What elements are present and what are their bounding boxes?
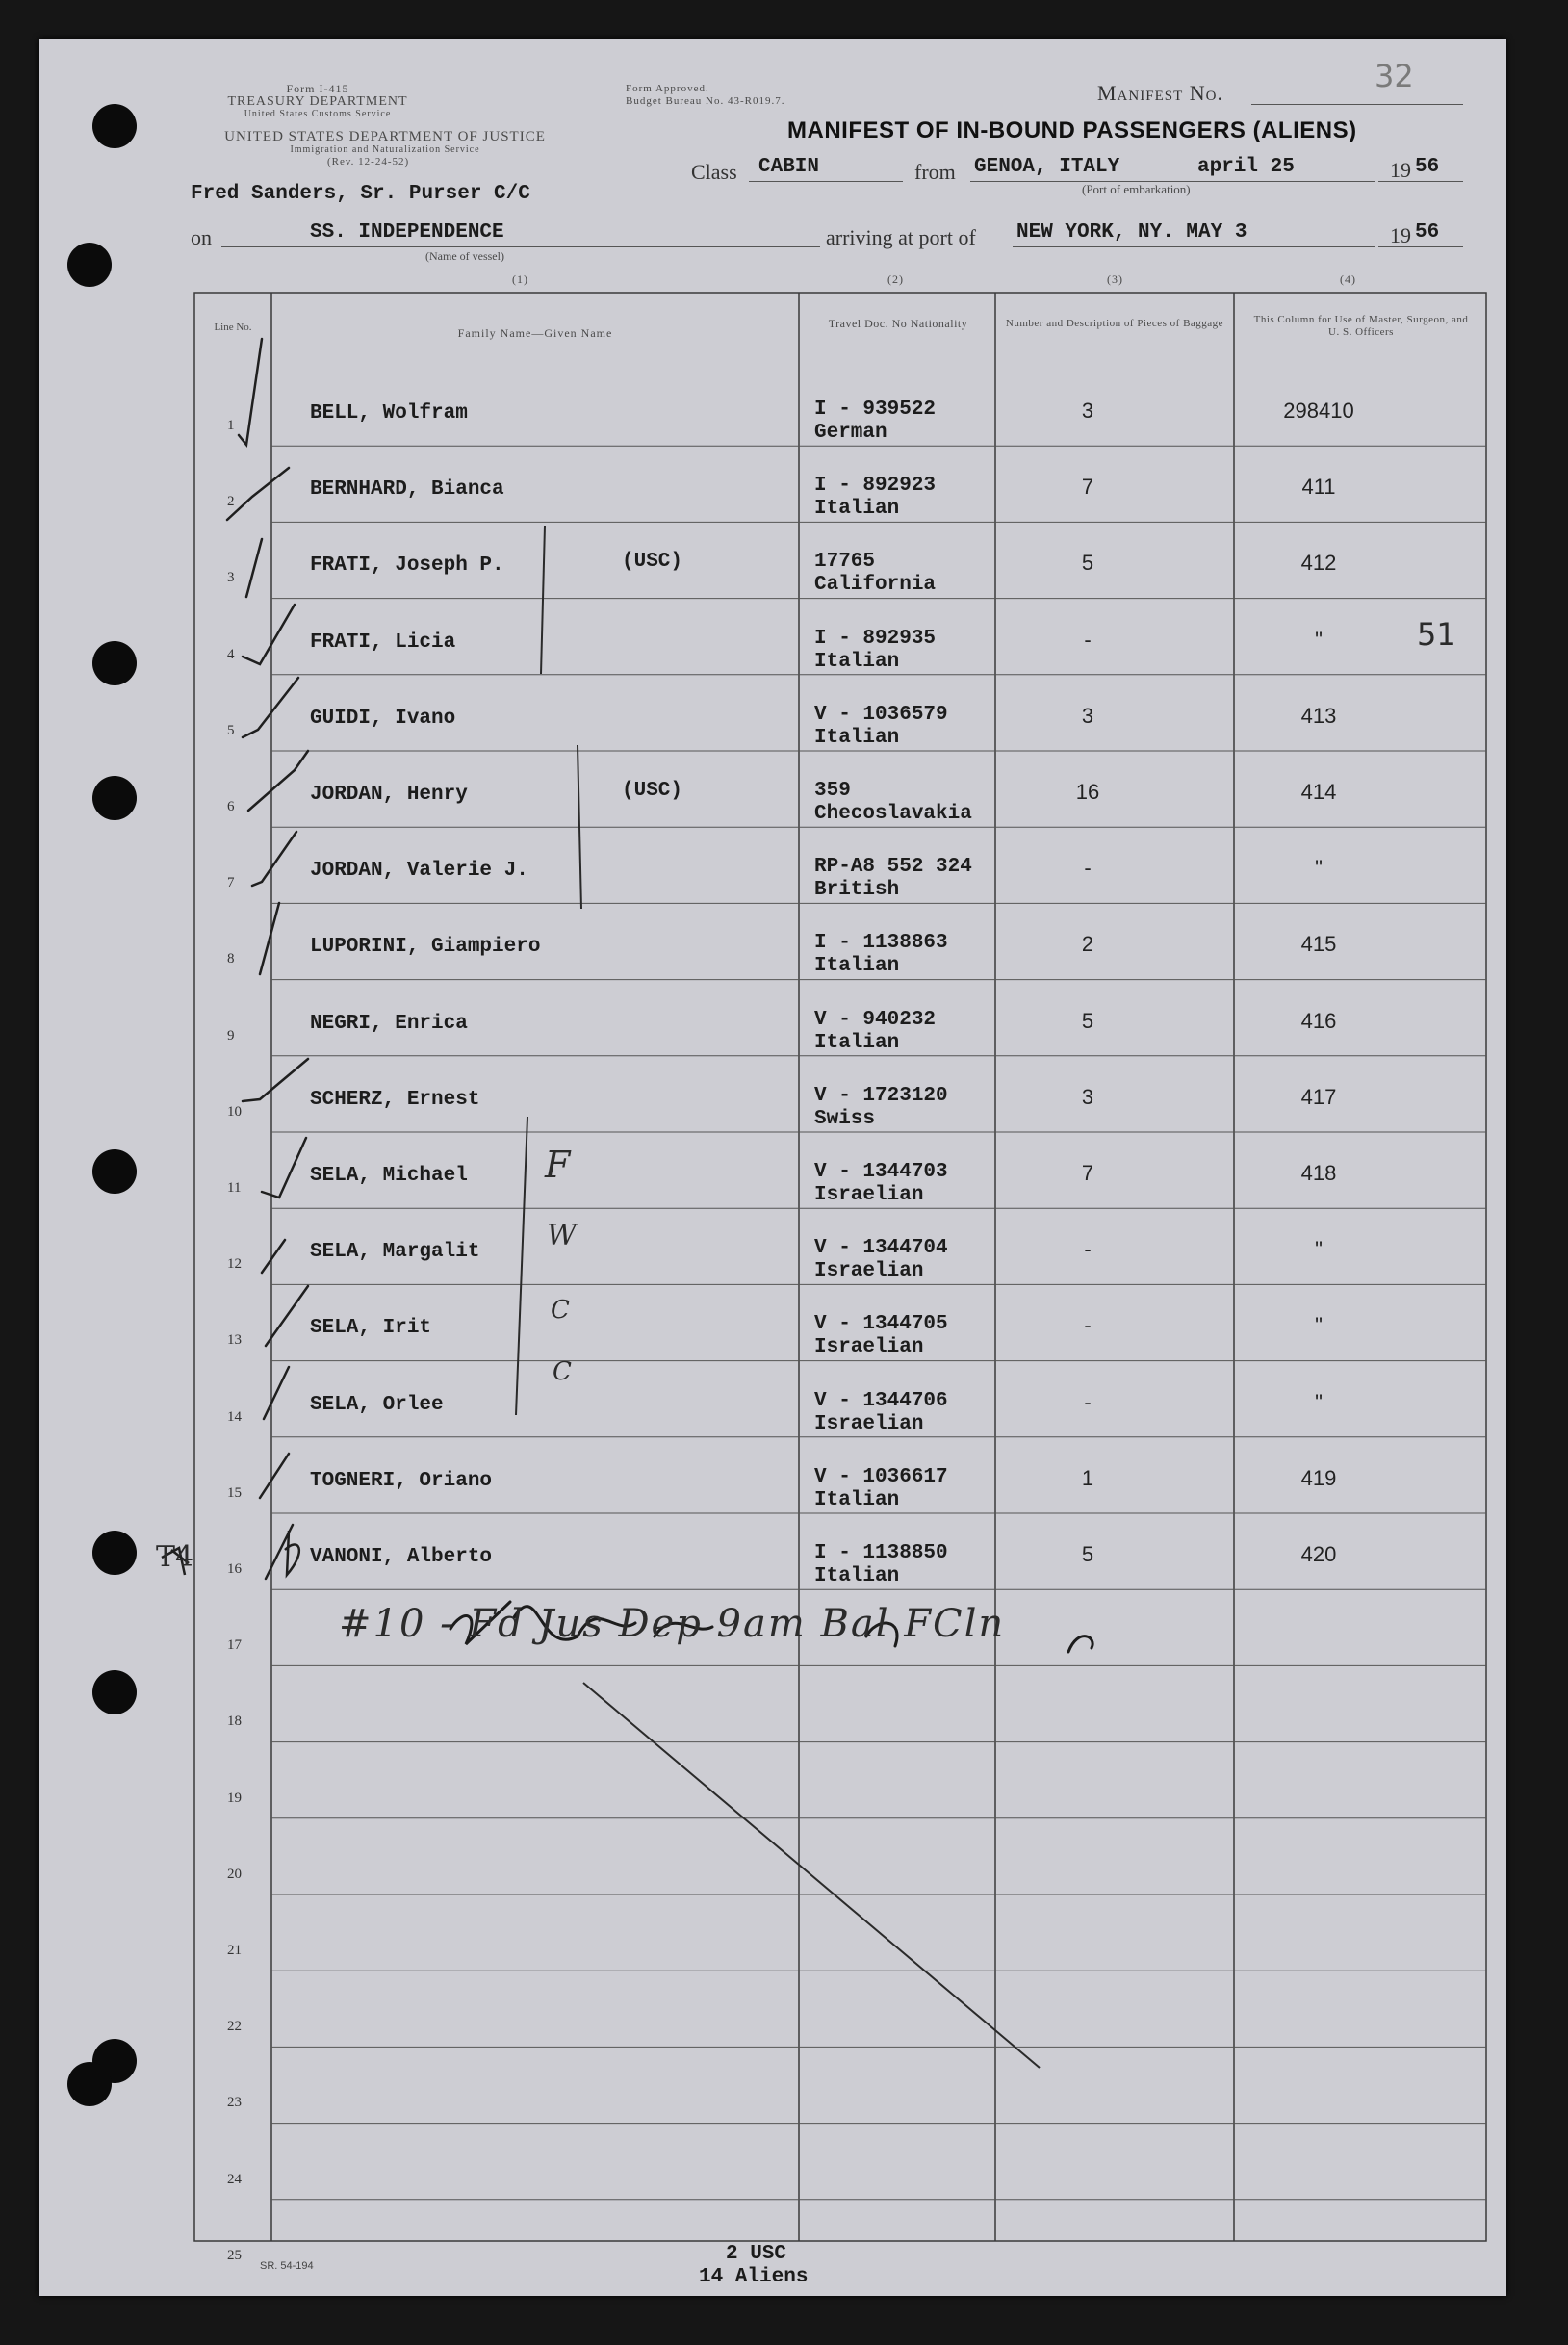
embark-date: april 25 xyxy=(1197,156,1295,178)
arr-year-prefix: 19 xyxy=(1390,223,1411,247)
arr-year-value: 56 xyxy=(1415,221,1440,244)
nationality: Italian xyxy=(814,726,900,749)
nationality: German xyxy=(814,422,887,444)
passenger-name: NEGRI, Enrica xyxy=(310,1012,468,1035)
baggage-count: 1 xyxy=(1081,1465,1094,1490)
line-number: 14 xyxy=(227,1408,242,1425)
officer-entry: 413 xyxy=(1300,703,1337,728)
baggage-count: - xyxy=(1084,1237,1092,1262)
baggage-count: 7 xyxy=(1081,475,1094,500)
nationality: Israelian xyxy=(814,1260,924,1283)
line-number: 13 xyxy=(227,1332,242,1349)
total-aliens: 14 Aliens xyxy=(699,2266,809,2288)
nationality: Italian xyxy=(814,498,900,521)
passenger-name: SELA, Margalit xyxy=(310,1241,480,1264)
class-value: CABIN xyxy=(758,156,820,178)
line-number: 4 xyxy=(227,646,235,662)
line-number: 8 xyxy=(227,951,235,967)
budget-bureau: Budget Bureau No. 43-R019.7. xyxy=(626,95,785,107)
nationality: Israelian xyxy=(814,1184,924,1206)
baggage-count: 7 xyxy=(1081,1161,1094,1185)
from-label: from xyxy=(914,160,956,184)
travel-doc-number: V - 1723120 xyxy=(814,1084,948,1107)
port-caption: (Port of embarkation) xyxy=(1082,182,1191,196)
line-number: 25 xyxy=(227,2247,242,2263)
travel-doc-number: I - 892935 xyxy=(814,627,937,650)
form-approved: Form Approved. xyxy=(626,83,709,94)
baggage-count: - xyxy=(1084,856,1092,881)
passenger-name: BERNHARD, Bianca xyxy=(310,478,504,502)
baggage-count: - xyxy=(1084,627,1092,652)
travel-doc-number: V - 1036617 xyxy=(814,1465,948,1488)
line-number: 19 xyxy=(227,1790,242,1806)
manifest-title: MANIFEST OF IN-BOUND PASSENGERS (ALIENS) xyxy=(787,117,1357,143)
passenger-name: JORDAN, Henry xyxy=(310,784,468,806)
baggage-count: 3 xyxy=(1081,703,1094,728)
officer-entry: 414 xyxy=(1300,780,1337,804)
passenger-name: FRATI, Joseph P. xyxy=(310,554,504,578)
travel-doc-number: V - 940232 xyxy=(814,1008,937,1031)
line-number: 12 xyxy=(227,1256,242,1273)
nationality: Israelian xyxy=(814,1412,924,1435)
nationality: California xyxy=(814,574,937,597)
year-prefix: 19 xyxy=(1390,158,1411,182)
year-value: 56 xyxy=(1415,156,1440,178)
baggage-count: 3 xyxy=(1081,399,1094,423)
nationality: Italian xyxy=(814,1031,900,1054)
col-num-4: (4) xyxy=(1340,272,1356,286)
line-number: 3 xyxy=(227,570,235,586)
travel-doc-number: I - 1138850 xyxy=(814,1542,948,1564)
line-number: 16 xyxy=(227,1561,242,1577)
officer-entry: 415 xyxy=(1300,932,1337,957)
family-mark-w: W xyxy=(547,1219,577,1252)
line-number: 15 xyxy=(227,1484,242,1501)
travel-doc-number: I - 939522 xyxy=(814,399,937,421)
form-id: Form I-415 xyxy=(286,82,349,95)
passenger-name: BELL, Wolfram xyxy=(310,402,468,425)
travel-doc-number: I - 1138863 xyxy=(814,932,948,955)
col-header-officers: This Column for Use of Master, Surgeon, and U. S. Officers xyxy=(1253,314,1469,338)
officer-entry: " xyxy=(1315,1389,1323,1414)
line-number: 17 xyxy=(227,1637,242,1654)
travel-doc-number: V - 1344703 xyxy=(814,1161,948,1183)
col-num-1: (1) xyxy=(512,272,528,286)
customs-service: United States Customs Service xyxy=(244,109,392,119)
travel-doc-number: RP-A8 552 324 xyxy=(814,856,972,879)
side-number: 51 xyxy=(1417,616,1456,653)
officer-entry: 416 xyxy=(1300,1008,1337,1033)
col-header-doc: Travel Doc. No Nationality xyxy=(828,317,968,330)
travel-doc-number: V - 1344705 xyxy=(814,1313,948,1336)
nationality: Italian xyxy=(814,955,900,978)
officer-entry: 418 xyxy=(1300,1161,1337,1185)
col-num-3: (3) xyxy=(1107,272,1123,286)
officer-entry: " xyxy=(1315,1313,1323,1338)
line-number: 11 xyxy=(227,1180,242,1196)
col-num-2: (2) xyxy=(887,272,904,286)
line-number: 5 xyxy=(227,722,235,738)
officer-entry: 411 xyxy=(1301,475,1336,500)
passenger-name: TOGNERI, Oriano xyxy=(310,1469,493,1492)
nationality: British xyxy=(814,879,900,902)
line-number: 7 xyxy=(227,875,235,891)
arriving-value: NEW YORK, NY. MAY 3 xyxy=(1016,221,1247,244)
officer-entry: " xyxy=(1315,1237,1323,1262)
line-number: 18 xyxy=(227,1714,242,1730)
baggage-count: 3 xyxy=(1081,1084,1094,1109)
travel-doc-number: V - 1036579 xyxy=(814,703,948,726)
nationality: Checoslavakia xyxy=(814,803,972,825)
line-number: 9 xyxy=(227,1027,235,1044)
treasury-dept: TREASURY DEPARTMENT xyxy=(227,94,408,109)
family-mark-c: C xyxy=(553,1357,572,1386)
justice-dept: UNITED STATES DEPARTMENT OF JUSTICE xyxy=(224,129,546,144)
baggage-count: - xyxy=(1084,1389,1092,1414)
line-number: 10 xyxy=(227,1103,242,1120)
passenger-name: SELA, Irit xyxy=(310,1317,432,1340)
line-number: 21 xyxy=(227,1943,242,1958)
baggage-count: 16 xyxy=(1075,780,1100,804)
arriving-label: arriving at port of xyxy=(826,225,976,249)
travel-doc-number: I - 892923 xyxy=(814,475,937,498)
travel-doc-number: V - 1344704 xyxy=(814,1237,948,1260)
form-code: SR. 54-194 xyxy=(260,2260,314,2272)
col-header-baggage: Number and Description of Pieces of Baggage xyxy=(1005,318,1224,329)
nationality: Italian xyxy=(814,650,900,673)
nationality: Italian xyxy=(814,1565,900,1587)
officer-entry: 298410 xyxy=(1283,399,1354,423)
class-label: Class xyxy=(691,160,737,184)
on-label: on xyxy=(191,225,212,249)
margin-note: T4 xyxy=(156,1540,194,1574)
officer-entry: 417 xyxy=(1300,1084,1337,1109)
total-usc: 2 USC xyxy=(726,2243,787,2265)
line-number: 20 xyxy=(227,1866,242,1882)
line-number: 6 xyxy=(227,799,235,814)
nationality: Swiss xyxy=(814,1107,876,1130)
usc-mark: (USC) xyxy=(622,551,683,574)
travel-doc-number: 17765 xyxy=(814,551,876,574)
passenger-name: LUPORINI, Giampiero xyxy=(310,936,541,959)
officer-entry: 419 xyxy=(1300,1465,1337,1490)
passenger-name: SELA, Orlee xyxy=(310,1393,444,1416)
ins-service: Immigration and Naturalization Service xyxy=(290,144,480,155)
passenger-name: JORDAN, Valerie J. xyxy=(310,860,528,883)
family-mark-c: C xyxy=(551,1296,570,1325)
travel-doc-number: V - 1344706 xyxy=(814,1389,948,1412)
manifest-number: 32 xyxy=(1375,58,1414,94)
baggage-count: - xyxy=(1084,1313,1092,1338)
usc-mark: (USC) xyxy=(622,780,683,802)
officer-entry: " xyxy=(1315,627,1323,652)
from-value: GENOA, ITALY xyxy=(974,156,1120,178)
line-number: 2 xyxy=(227,494,235,510)
line-number: 22 xyxy=(227,2019,242,2035)
line-number: 24 xyxy=(227,2171,242,2187)
vessel-caption: (Name of vessel) xyxy=(425,249,504,263)
nationality: Italian xyxy=(814,1488,900,1511)
family-mark-f: F xyxy=(545,1144,571,1186)
passenger-name: FRATI, Licia xyxy=(310,631,456,654)
purser-name: Fred Sanders, Sr. Purser C/C xyxy=(191,183,530,205)
baggage-count: 2 xyxy=(1081,932,1094,957)
passenger-name: GUIDI, Ivano xyxy=(310,707,456,730)
passenger-name: SELA, Michael xyxy=(310,1165,468,1187)
officer-entry: " xyxy=(1315,856,1323,881)
baggage-count: 5 xyxy=(1081,1008,1094,1033)
handwritten-note: #10 - Fd Jus Dep 9am Bal FCln xyxy=(339,1602,1006,1646)
col-header-line: Line No. xyxy=(214,322,252,333)
officer-entry: 412 xyxy=(1300,551,1337,576)
baggage-count: 5 xyxy=(1081,1542,1094,1566)
officer-entry: 420 xyxy=(1300,1542,1337,1566)
passenger-name: SCHERZ, Ernest xyxy=(310,1088,480,1111)
passenger-name: VANONI, Alberto xyxy=(310,1546,493,1568)
line-number: 1 xyxy=(227,418,235,433)
line-number: 23 xyxy=(227,2095,242,2111)
nationality: Israelian xyxy=(814,1336,924,1359)
vessel-name: SS. INDEPENDENCE xyxy=(310,221,504,244)
revision: (Rev. 12-24-52) xyxy=(327,156,410,168)
col-header-name: Family Name—Given Name xyxy=(457,326,613,340)
travel-doc-number: 359 xyxy=(814,780,851,802)
manifest-no-label: Manifest No. xyxy=(1097,81,1223,105)
baggage-count: 5 xyxy=(1081,551,1094,576)
